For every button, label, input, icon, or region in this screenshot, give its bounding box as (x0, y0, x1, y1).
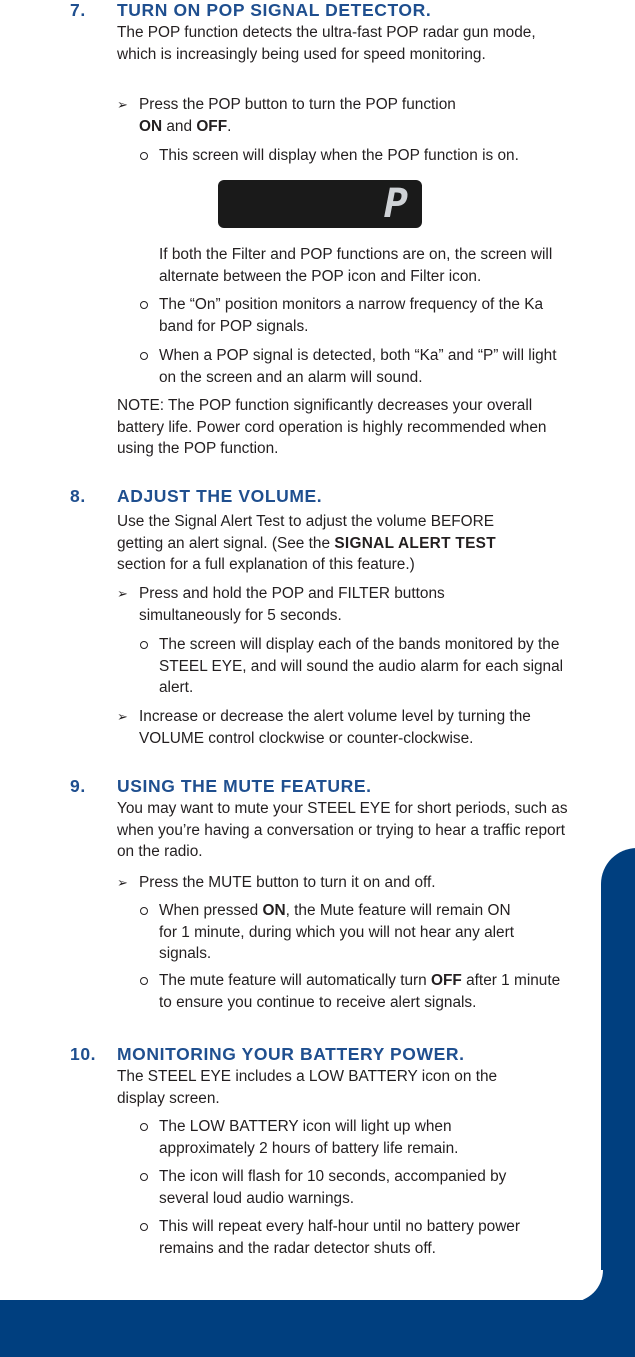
sub-bullet-text: When pressed (159, 902, 263, 919)
circle-bullet-icon (140, 1173, 148, 1181)
corner-decoration (571, 1270, 635, 1302)
section-title: MONITORING YOUR BATTERY POWER. (117, 1044, 465, 1064)
sub-bullet-text: The LOW BATTERY icon will light up when approximately 2 hours of battery life remain. (159, 1118, 459, 1157)
sub-bullet-text: The “On” position monitors a narrow frequency of the Ka band for POP signals. (159, 296, 544, 335)
circle-bullet-icon (140, 1123, 148, 1131)
section-intro: The POP function detects the ultra-fast POP radar gun mode, which is increasingly being used for speed monitoring. (117, 24, 536, 63)
arrow-bullet-icon: ➢ (117, 709, 128, 724)
section-number: 9. (70, 776, 86, 796)
section-title: ADJUST THE VOLUME. (117, 486, 323, 506)
signal-alert-test-ref: SIGNAL ALERT TEST (334, 534, 496, 552)
sub-bullet-text: This screen will display when the POP function is on. (159, 147, 519, 164)
section-intro: You may want to mute your STEEL EYE for short periods, such as when you’re having a conversation or trying to hear a traffic report on the radio. (117, 800, 568, 860)
arrow-bullet-icon: ➢ (117, 875, 128, 890)
sub-bullet-text: The mute feature will automatically turn (159, 972, 432, 989)
circle-bullet-icon (140, 301, 148, 309)
sub-bullet-text: This will repeat every half-hour until no battery power remains and the radar detector shuts off. (159, 1218, 520, 1257)
bullet-text: . (227, 117, 232, 135)
bullet-text: Press the POP button to turn the POP function (139, 96, 456, 113)
bullet-text: Press and hold the POP and FILTER buttons simultaneously for 5 seconds. (139, 585, 445, 624)
section-intro: The STEEL EYE includes a LOW BATTERY icon on the display screen. (117, 1068, 498, 1107)
bullet-text: Press the MUTE button to turn it on and off. (139, 874, 436, 891)
note-text: NOTE: The POP function significantly decreases your overall battery life. Power cord operation is highly recommended when using the POP function. (117, 397, 547, 457)
sub-bullet-text: after 1 minute to ensure you continue to receive alert signals. (159, 972, 561, 1011)
circle-bullet-icon (140, 352, 148, 360)
sub-bullet-text: The screen will display each of the bands monitored by the STEEL EYE, and will sound the audio alarm for each signal alert. (159, 636, 564, 696)
bullet-text: and (162, 117, 197, 135)
arrow-bullet-icon: ➢ (117, 97, 128, 112)
side-tab-decoration (601, 848, 635, 1308)
section-number: 8. (70, 486, 86, 506)
section-title: TURN ON POP SIGNAL DETECTOR. (117, 0, 432, 20)
circle-bullet-icon (140, 1223, 148, 1231)
circle-bullet-icon (140, 641, 148, 649)
section-intro (117, 511, 537, 576)
circle-bullet-icon (140, 152, 148, 160)
footer-band (0, 1300, 635, 1357)
bold-off: OFF (431, 972, 462, 989)
intro-text: Use the Signal Alert Test to adjust the volume BEFORE getting an alert signal. (See the (117, 513, 494, 552)
lcd-display-image (218, 180, 422, 228)
lcd-pop-symbol: P (383, 181, 408, 227)
section-number: 10. (70, 1044, 97, 1064)
display-explanation: If both the Filter and POP functions are on, the screen will alternate between the POP icon and Filter icon. (159, 246, 553, 285)
arrow-bullet-icon: ➢ (117, 586, 128, 601)
section-title: USING THE MUTE FEATURE. (117, 776, 372, 796)
bold-off: OFF (196, 117, 228, 135)
sub-bullet-text: The icon will flash for 10 seconds, accompanied by several loud audio warnings. (159, 1168, 507, 1207)
circle-bullet-icon (140, 907, 148, 915)
circle-bullet-icon (140, 977, 148, 985)
sub-bullet-text: When a POP signal is detected, both “Ka” and “P” will light on the screen and an alarm will sound. (159, 347, 557, 386)
section-number: 7. (70, 0, 86, 20)
bold-on: ON (139, 117, 163, 135)
sub-bullet-text: , the Mute feature will remain ON for 1 minute, during which you will not hear any alert signals. (159, 902, 515, 962)
bold-on: ON (262, 902, 286, 919)
bullet-text: Increase or decrease the alert volume level by turning the VOLUME control clockwise or counter-clockwise. (139, 708, 531, 747)
intro-text: section for a full explanation of this feature.) (117, 556, 415, 573)
